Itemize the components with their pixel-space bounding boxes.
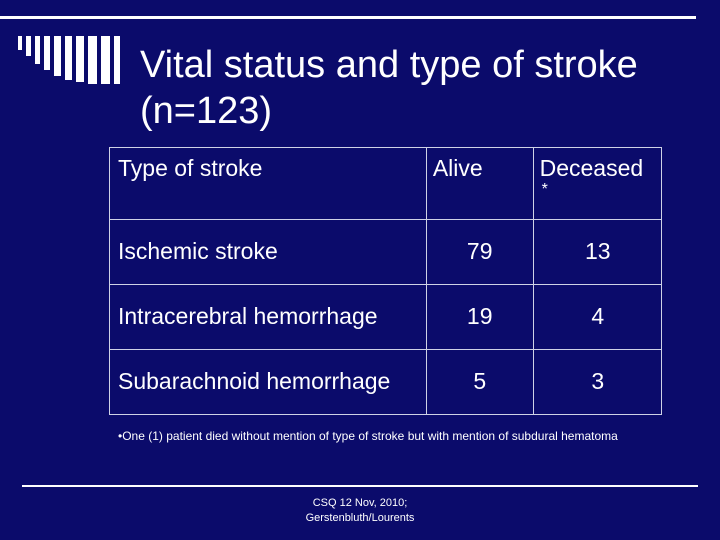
header-deceased — [533, 147, 662, 219]
header-alive: Alive — [426, 147, 533, 219]
credit-line-1: CSQ 12 Nov, 2010; — [312, 497, 408, 509]
table-header-row — [110, 147, 662, 219]
footer-divider — [22, 485, 698, 487]
header-type-of-stroke: Type of stroke — [118, 155, 263, 181]
row-type-cell: Subarachnoid hemorrhage — [110, 349, 426, 414]
slide-credit — [280, 496, 440, 526]
row-alive-cell: 5 — [426, 349, 533, 414]
footnote: •One (1) patient died without mention of type of stroke but with mention of subdural hematoma — [118, 429, 618, 443]
row-type-cell: Ischemic stroke — [110, 219, 426, 284]
table-row — [110, 219, 662, 284]
header-deceased-label: Deceased — [539, 155, 644, 181]
credit-line-2: Gerstenbluth/Lourents — [305, 512, 415, 524]
header-deceased-footnote-mark: * — [541, 181, 548, 198]
stroke-table — [110, 147, 662, 414]
row-deceased-cell: 13 — [533, 219, 662, 284]
table-row — [110, 284, 662, 349]
table-row — [110, 349, 662, 414]
row-alive-cell: 79 — [426, 219, 533, 284]
row-type-cell: Intracerebral hemorrhage — [110, 284, 426, 349]
row-deceased-cell: 3 — [533, 349, 662, 414]
slide-title: Vital status and type of stroke (n=123) — [140, 44, 638, 132]
row-deceased-cell: 4 — [533, 284, 662, 349]
row-alive-cell: 19 — [426, 284, 533, 349]
table-border-bottom — [109, 414, 662, 415]
